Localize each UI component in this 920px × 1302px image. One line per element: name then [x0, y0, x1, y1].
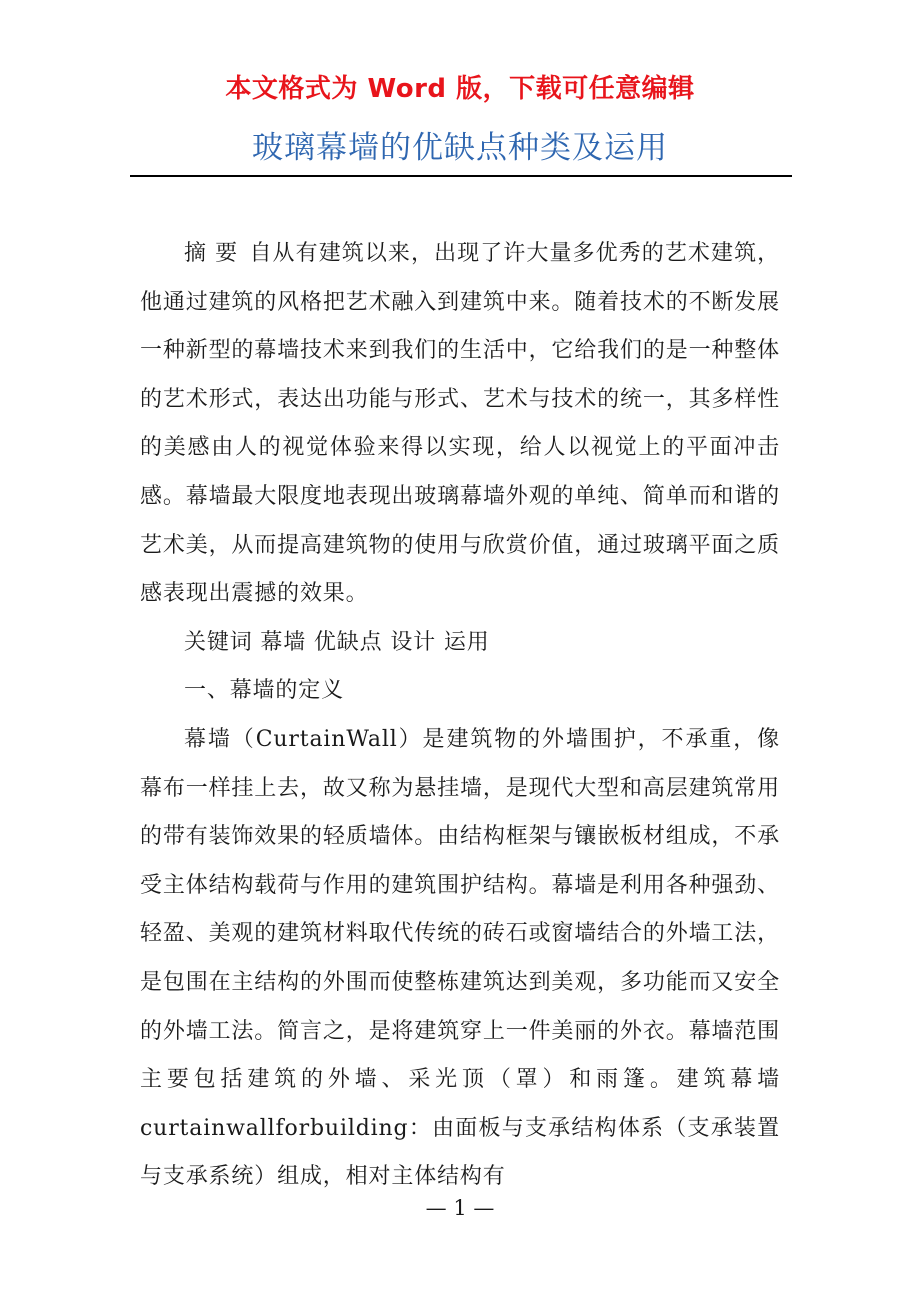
title-divider	[130, 175, 792, 177]
format-banner: 本文格式为 Word 版，下载可任意编辑	[225, 74, 695, 104]
keywords-line: 关键词 幕墙 优缺点 设计 运用	[184, 629, 490, 655]
abstract-text: 自从有建筑以来，出现了许大量多优秀的艺术建筑，他通过建筑的风格把艺术融入到建筑中来。随着技术的不断发展一种新型的幕墙技术来到我们的生活中，它给我们的是一种整体的艺术形式，表达出功能与形式、艺术与技术的统一，其多样性的美感由人的视觉体验来得以实现，给人以视觉上的平面冲击感。幕墙最大限度地表现出玻璃幕墙外观的单纯、简单而和谐的艺术美，从而提高建筑物的使用与欣赏价值，通过玻璃平面之质感表现出震撼的效果。	[140, 241, 780, 607]
abstract-paragraph	[140, 230, 780, 619]
document-title: 玻璃幕墙的优缺点种类及运用	[252, 130, 668, 166]
definition-paragraph: 幕墙（CurtainWall）是建筑物的外墙围护，不承重，像幕布一样挂上去，故又称为悬挂墙，是现代大型和高层建筑常用的带有装饰效果的轻质墙体。由结构框架与镶嵌板材组成，不承受主体结构载荷与作用的建筑围护结构。幕墙是利用各种强劲、轻盈、美观的建筑材料取代传统的砖石或窗墙结合的外墙工法，是包围在主结构的外围而使整栋建筑达到美观，多功能而又安全的外墙工法。简言之，是将建筑穿上一件美丽的外衣。幕墙范围主要包括建筑的外墙、采光顶（罩）和雨篷。建筑幕墙 curtainwallforbuilding：由面板与支承结构体系（支承装置与支承系统）组成，相对主体结构有	[140, 726, 780, 1190]
abstract-label: 摘 要	[184, 241, 239, 266]
page-number: — 1 —	[425, 1196, 495, 1220]
document-body	[140, 230, 780, 1202]
section-heading: 一、幕墙的定义	[184, 678, 344, 704]
